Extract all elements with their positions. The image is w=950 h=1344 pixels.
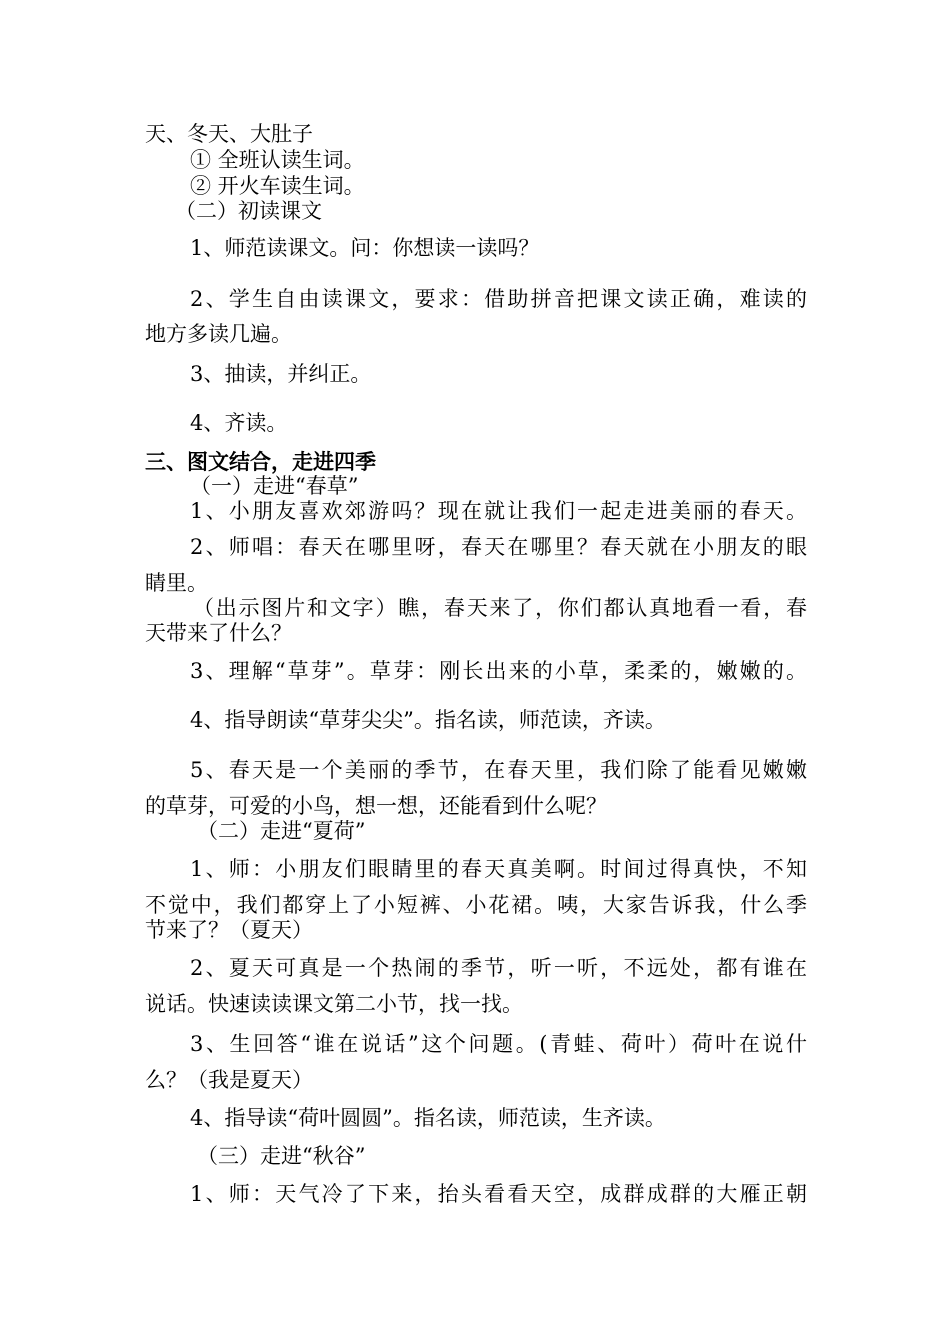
paragraph: 4、齐读。 <box>190 411 288 435</box>
paragraph-continuation: 地方多读几遍。 <box>145 322 292 346</box>
paragraph: 1、小朋友喜欢郊游吗？现在就让我们一起走进美丽的春天。 <box>190 499 807 523</box>
paragraph: 4、指导朗读“草芽尖尖”。指名读，师范读，齐读。 <box>190 708 666 732</box>
section-heading: （二）走进“夏荷” <box>197 819 366 843</box>
paragraph: 5、春天是一个美丽的季节，在春天里，我们除了能看见嫩嫩 <box>190 758 807 782</box>
paragraph: 3、抽读，并纠正。 <box>190 362 372 386</box>
paragraph: （出示图片和文字）瞧，春天来了，你们都认真地看一看，春 <box>193 596 807 620</box>
paragraph-continuation: 天带来了什么？ <box>145 621 292 645</box>
paragraph-continuation: 说话。快速读读课文第二小节，找一找。 <box>145 992 523 1016</box>
paragraph-continuation: 节来了？（夏天） <box>145 918 313 942</box>
section-heading: （一）走进“春草” <box>190 474 359 498</box>
paragraph-continuation: 么？（我是夏天） <box>145 1068 313 1092</box>
chapter-heading: 三、图文结合，走进四季 <box>145 449 376 474</box>
paragraph: 2、师唱：春天在哪里呀，春天在哪里？春天就在小朋友的眼 <box>190 535 807 559</box>
paragraph: 2、夏天可真是一个热闹的季节，听一听，不远处，都有谁在 <box>190 956 807 980</box>
paragraph: 1、师范读课文。问：你想读一读吗？ <box>190 236 540 260</box>
section-heading: （三）走进“秋谷” <box>197 1144 366 1168</box>
paragraph: 1、师：小朋友们眼睛里的春天真美啊。时间过得真快，不知 <box>190 857 807 881</box>
list-item: ② 开火车读生词。 <box>190 174 365 198</box>
paragraph: 2、学生自由读课文，要求：借助拼音把课文读正确，难读的 <box>190 287 807 311</box>
paragraph: 4、指导读“荷叶圆圆”。指名读，师范读，生齐读。 <box>190 1106 666 1130</box>
paragraph: 1、师：天气冷了下来，抬头看看天空，成群成群的大雁正朝 <box>190 1182 807 1206</box>
paragraph-continuation: 的草芽，可爱的小鸟，想一想，还能看到什么呢？ <box>145 794 607 818</box>
paragraph: 3、生回答“谁在说话”这个问题。(青蛙、荷叶）荷叶在说什 <box>190 1032 807 1056</box>
paragraph-continuation: 不觉中，我们都穿上了小短裤、小花裙。咦，大家告诉我，什么季 <box>145 893 807 917</box>
paragraph-continuation: 睛里。 <box>145 571 208 595</box>
paragraph: 3、理解“草芽”。草芽：刚长出来的小草，柔柔的，嫩嫩的。 <box>190 659 807 683</box>
text-line: 天、冬天、大肚子 <box>145 122 313 146</box>
list-item: ① 全班认读生词。 <box>190 148 365 172</box>
section-heading: （二）初读课文 <box>175 199 322 223</box>
